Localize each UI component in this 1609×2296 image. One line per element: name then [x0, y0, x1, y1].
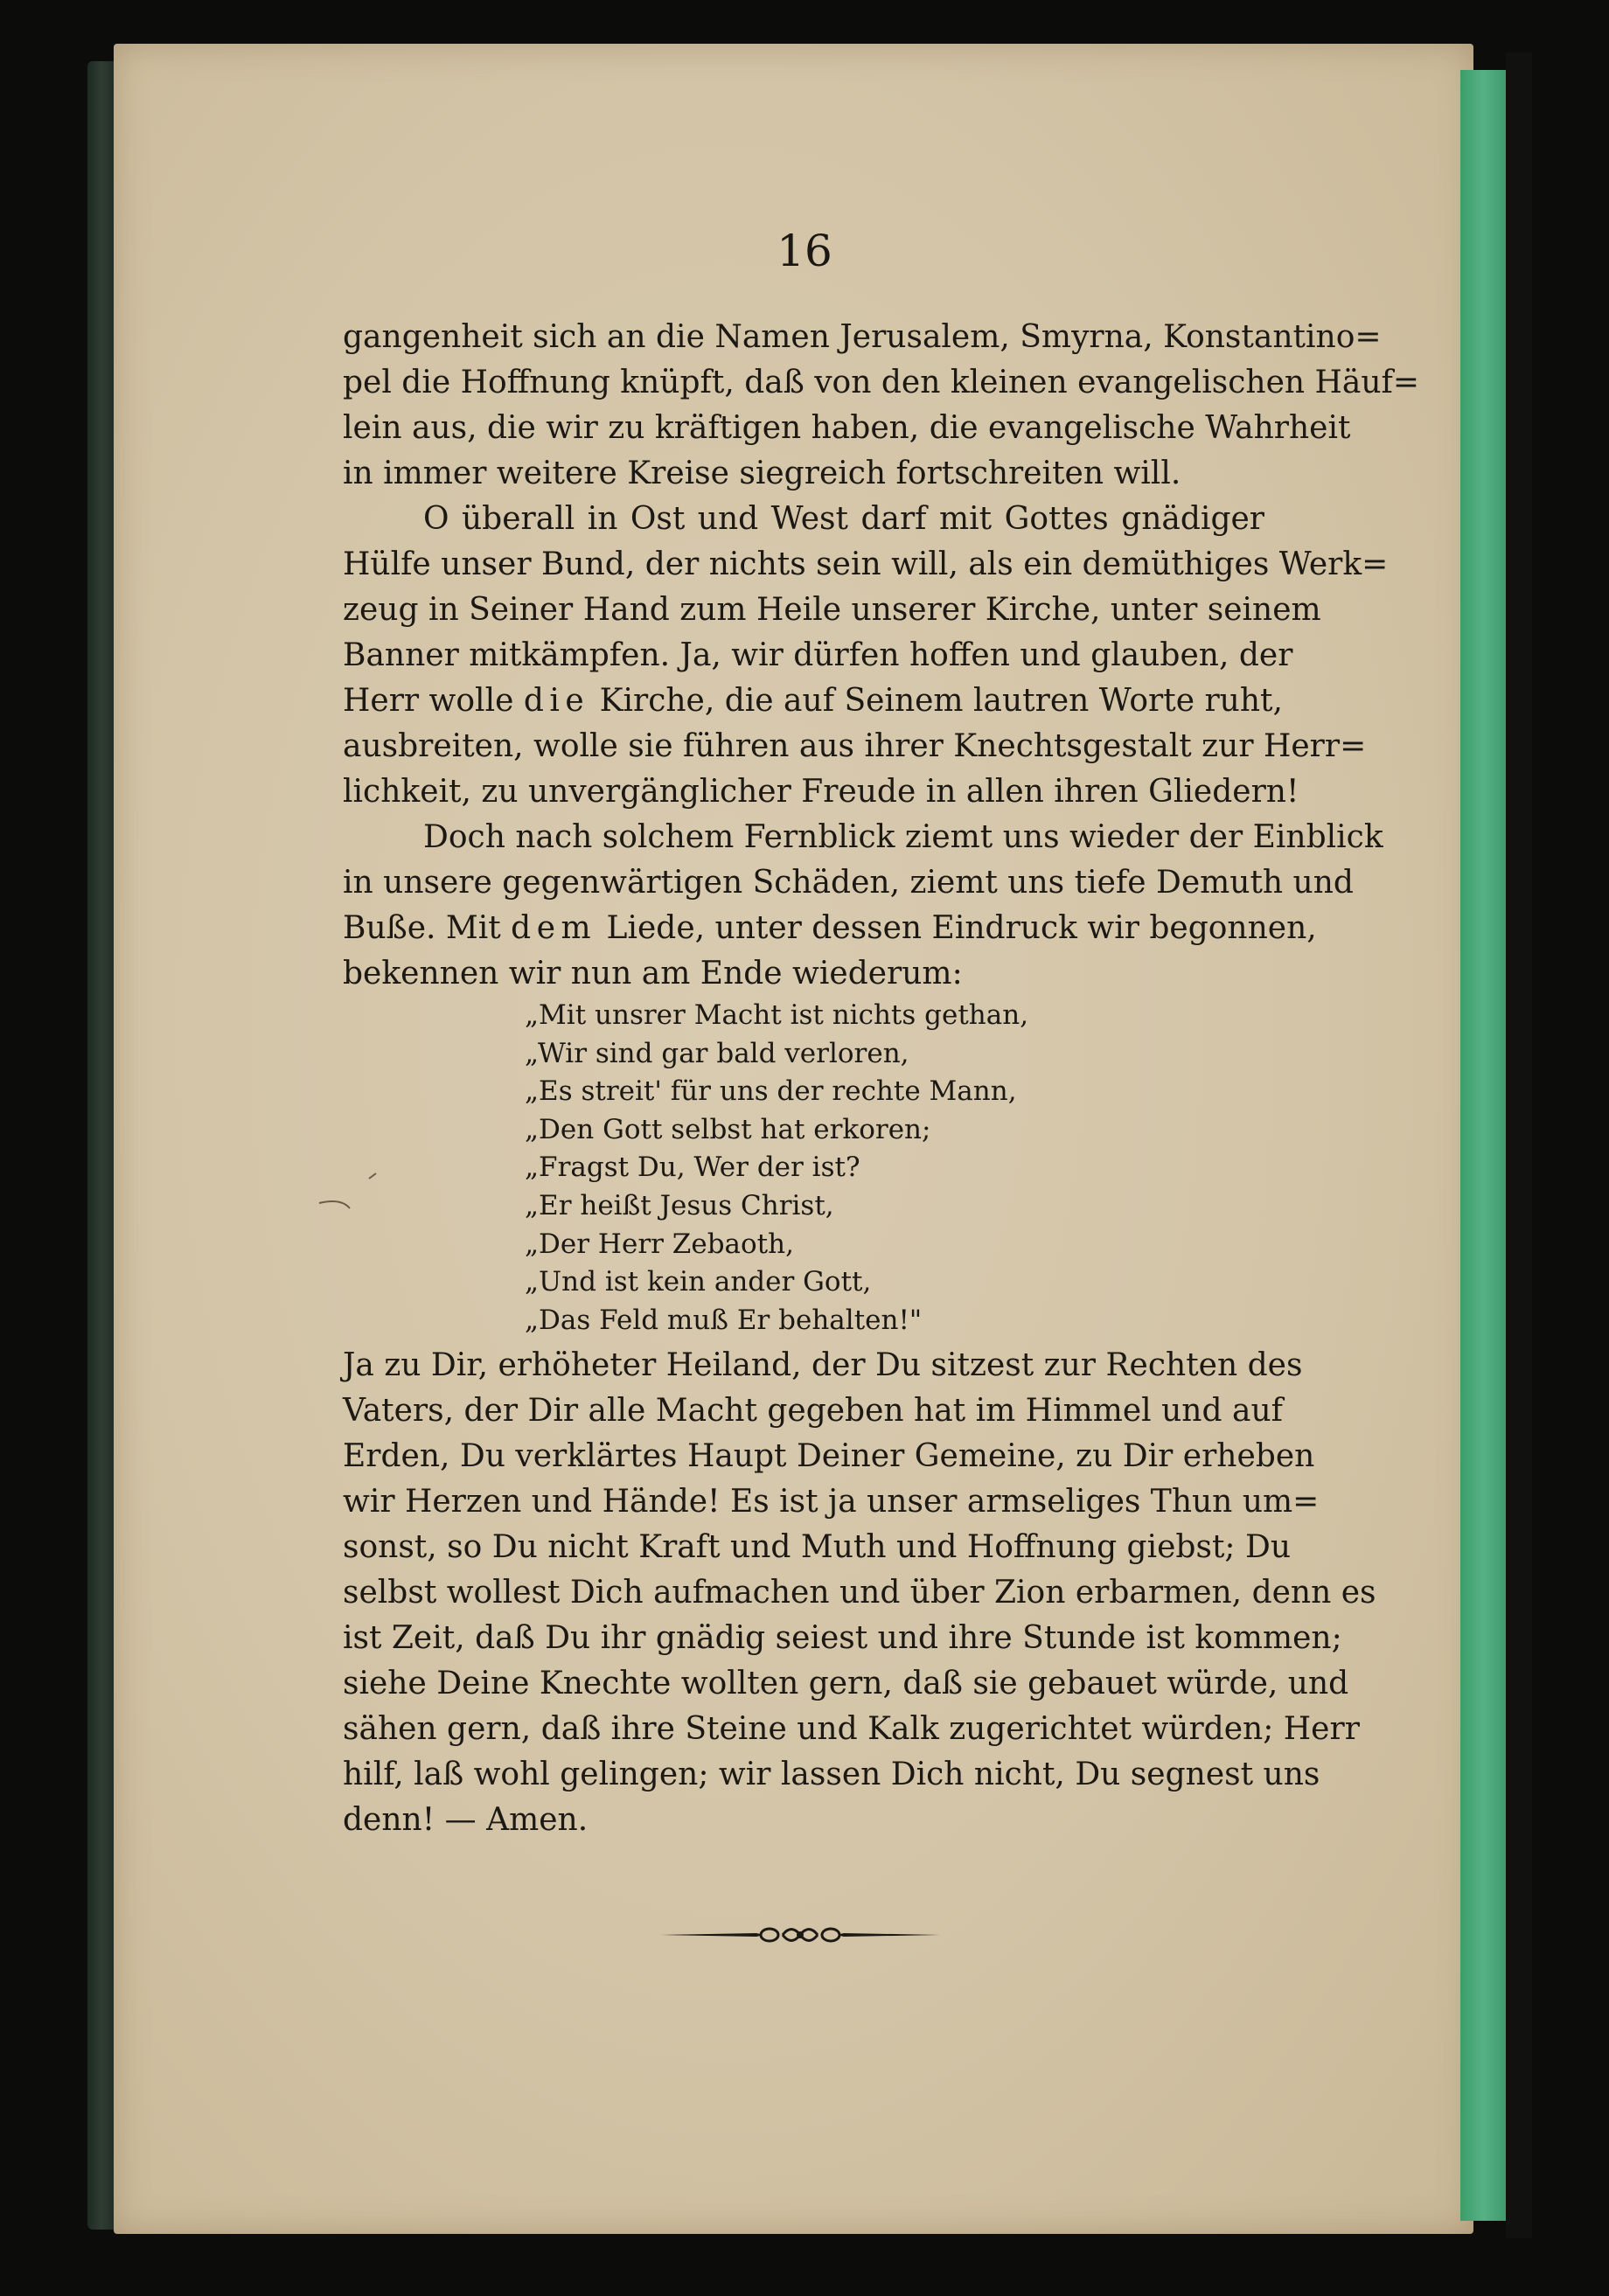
- text-line: Ja zu Dir, erhöheter Heiland, der Du sitzest zur Rechten des: [343, 1347, 1303, 1384]
- verse-line: „Mit unsrer Macht ist nichts gethan,: [525, 999, 1029, 1031]
- text-line: gangenheit sich an die Namen Jerusalem, Smyrna, Konstantino=: [343, 319, 1382, 355]
- verse-line: „Den Gott selbst hat erkoren;: [525, 1113, 931, 1145]
- verse-line: „Er heißt Jesus Christ,: [525, 1189, 834, 1221]
- text-line: Buße. Mit dem Liede, unter dessen Eindruck wir begonnen,: [343, 910, 1317, 946]
- page-text: [343, 315, 1420, 1843]
- text-line: siehe Deine Knechte wollten gern, daß sie gebauet würde, und: [343, 1666, 1349, 1702]
- text-line: in unsere gegenwärtigen Schäden, ziemt uns tiefe Demuth und: [343, 865, 1354, 901]
- text-line: denn! — Amen.: [343, 1802, 589, 1839]
- verse-line: „Fragst Du, Wer der ist?: [525, 1151, 860, 1184]
- green-cover-edge: [1460, 70, 1506, 2221]
- verse-line: „Der Herr Zebaoth,: [525, 1228, 794, 1260]
- text-line: selbst wollest Dich aufmachen und über Zion erbarmen, denn es: [343, 1575, 1376, 1611]
- page-number: 16: [777, 226, 832, 276]
- verse-line: „Wir sind gar bald verloren,: [525, 1037, 909, 1069]
- text-line: Banner mitkämpfen. Ja, wir dürfen hoffen und glauben, der: [343, 637, 1293, 673]
- pencil-mark-icon: [315, 1172, 385, 1215]
- text-line: sonst, so Du nicht Kraft und Muth und Hoffnung giebst; Du: [343, 1529, 1292, 1566]
- text-line: Doch nach solchem Fernblick ziemt uns wieder der Einblick: [423, 819, 1383, 855]
- dark-background-edge: [1506, 52, 1532, 2238]
- text-line: lichkeit, zu unvergänglicher Freude in allen ihren Gliedern!: [343, 774, 1299, 810]
- verse-line: „Es streit' für uns der rechte Mann,: [525, 1075, 1017, 1108]
- verse-line: „Das Feld muß Er behalten!": [525, 1304, 923, 1336]
- text-line: sähen gern, daß ihre Steine und Kalk zugerichtet würden; Herr: [343, 1711, 1360, 1748]
- text-line: ist Zeit, daß Du ihr gnädig seiest und ihre Stunde ist kommen;: [343, 1620, 1342, 1657]
- text-line: ausbreiten, wolle sie führen aus ihrer Knechtsgestalt zur Herr=: [343, 728, 1367, 764]
- text-line: in immer weitere Kreise siegreich fortschreiten will.: [343, 456, 1181, 491]
- text-line: lein aus, die wir zu kräftigen haben, die evangelische Wahrheit: [343, 410, 1351, 446]
- ornament-divider-icon: [660, 1922, 940, 1948]
- emphasized-word: dem: [511, 910, 597, 946]
- text-line: O überall in Ost und West darf mit Gottes gnädiger: [423, 501, 1264, 537]
- hymn-verse: [343, 997, 1264, 1339]
- text-line: Erden, Du verklärtes Haupt Deiner Gemeine, zu Dir erheben: [343, 1438, 1315, 1475]
- text-line: bekennen wir nun am Ende wiederum:: [343, 956, 963, 991]
- emphasized-word: die: [523, 683, 590, 719]
- text-line: Hülfe unser Bund, der nichts sein will, als ein demüthiges Werk=: [343, 546, 1389, 582]
- text-line: pel die Hoffnung knüpft, daß von den kleinen evangelischen Häuf=: [343, 365, 1420, 400]
- text-line: hilf, laß wohl gelingen; wir lassen Dich nicht, Du segnest uns: [343, 1757, 1320, 1793]
- text-line: Vaters, der Dir alle Macht gegeben hat im Himmel und auf: [343, 1393, 1283, 1430]
- text-line: zeug in Seiner Hand zum Heile unserer Kirche, unter seinem: [343, 592, 1321, 628]
- text-line: Herr wolle die Kirche, die auf Seinem lautren Worte ruht,: [343, 683, 1283, 719]
- text-line: wir Herzen und Hände! Es ist ja unser armseliges Thun um=: [343, 1484, 1320, 1520]
- verse-line: „Und ist kein ander Gott,: [525, 1266, 872, 1298]
